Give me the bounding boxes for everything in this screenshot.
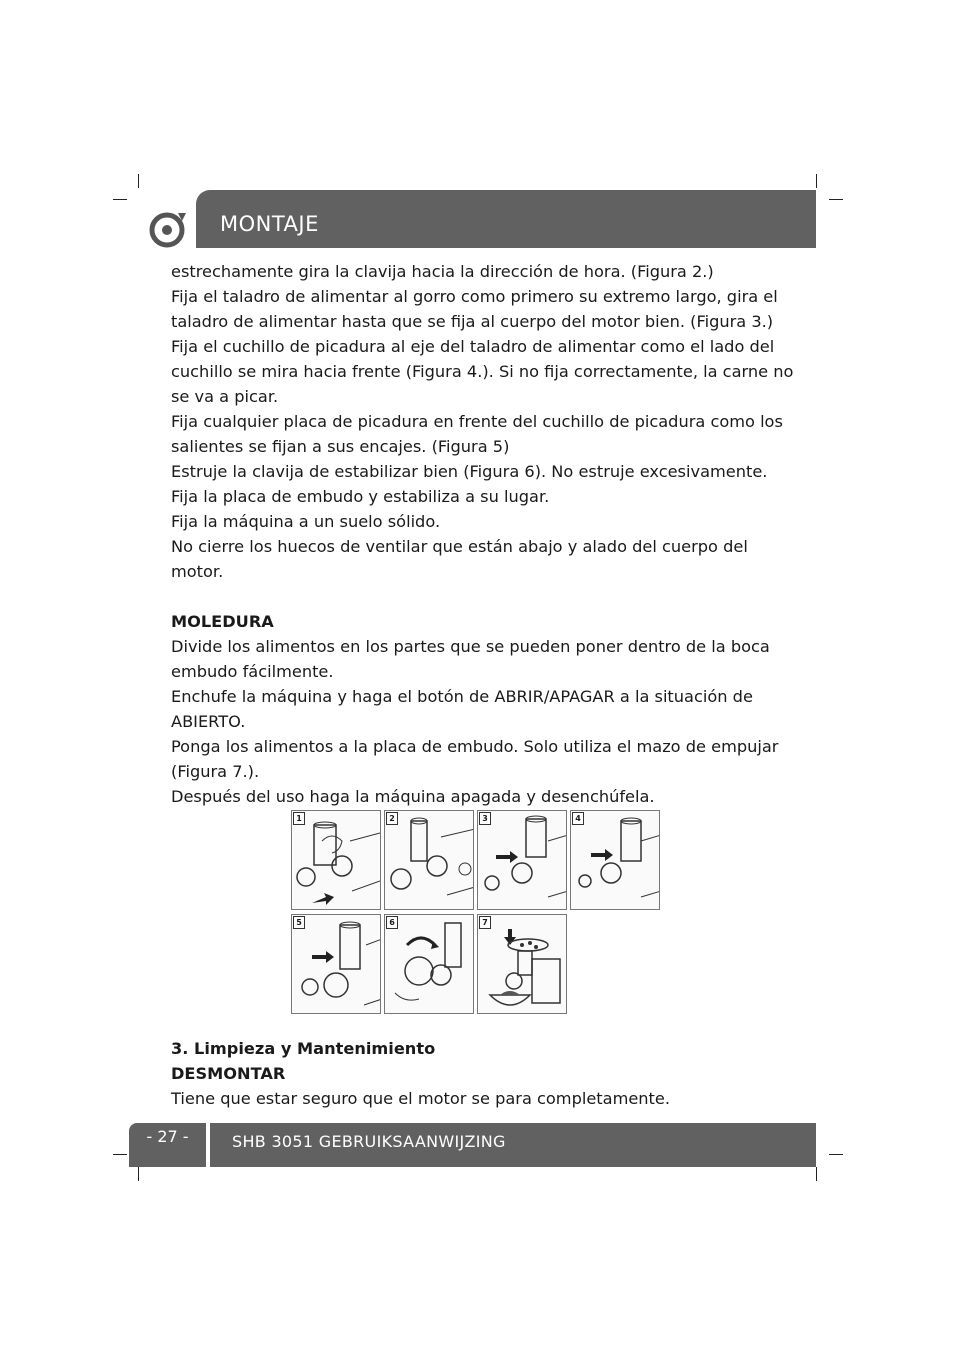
crop-mark bbox=[113, 1154, 127, 1155]
figure-number: 3 bbox=[479, 812, 491, 825]
footer-title: SHB 3051 GEBRUIKSAANWIJZING bbox=[232, 1132, 506, 1151]
grinder-illustration-icon bbox=[478, 915, 567, 1014]
figure-panel-5 bbox=[291, 914, 381, 1014]
grinder-illustration-icon bbox=[478, 811, 567, 910]
figure-panel-3 bbox=[477, 810, 567, 910]
paragraph: Después del uso haga la máquina apagada y desenchúfela. bbox=[171, 787, 655, 806]
crop-mark bbox=[138, 174, 139, 188]
paragraph: Tiene que estar seguro que el motor se para completamente. bbox=[171, 1089, 671, 1108]
figure-number: 2 bbox=[386, 812, 398, 825]
figure-panel-7 bbox=[477, 914, 567, 1014]
paragraph: estrechamente gira la clavija hacia la dirección de hora. (Figura 2.) bbox=[171, 262, 714, 281]
paragraph: Fija cualquier placa de picadura en frente del cuchillo de picadura como los salientes se fijan a sus encajes. (Figura 5) bbox=[171, 412, 783, 456]
crop-mark bbox=[829, 199, 843, 200]
paragraph: Fija el taladro de alimentar al gorro como primero su extremo largo, gira el taladro de alimentar hasta que se fija al cuerpo del motor bien. (Figura 3.) bbox=[171, 287, 778, 331]
paragraph: No cierre los huecos de ventilar que están abajo y alado del cuerpo del motor. bbox=[171, 537, 748, 581]
paragraph: Fija el cuchillo de picadura al eje del taladro de alimentar como el lado del cuchillo se mira hacia frente (Figura 4.). Si no fija correctamente, la carne no se va a picar. bbox=[171, 337, 794, 406]
crop-mark bbox=[138, 1167, 139, 1181]
crop-mark bbox=[816, 1167, 817, 1181]
grinder-illustration-icon bbox=[292, 915, 381, 1014]
brand-logo-icon bbox=[148, 209, 188, 249]
figure-panel-1 bbox=[291, 810, 381, 910]
section-heading: 3. Limpieza y Mantenimiento bbox=[171, 1039, 436, 1058]
crop-mark bbox=[816, 174, 817, 188]
body-text bbox=[171, 259, 801, 809]
figure-panel-2 bbox=[384, 810, 474, 910]
crop-mark bbox=[829, 1154, 843, 1155]
desmontar-heading: DESMONTAR bbox=[171, 1064, 286, 1083]
moledura-heading: MOLEDURA bbox=[171, 612, 274, 631]
figure-number: 1 bbox=[293, 812, 305, 825]
section-cleaning bbox=[171, 1036, 801, 1111]
figure-panel-4 bbox=[570, 810, 660, 910]
footer-bar bbox=[210, 1123, 816, 1167]
paragraph: Estruje la clavija de estabilizar bien (Figura 6). No estruje excesivamente. bbox=[171, 462, 768, 481]
grinder-illustration-icon bbox=[385, 915, 474, 1014]
figure-number: 4 bbox=[572, 812, 584, 825]
paragraph: Fija la placa de embudo y estabiliza a su lugar. bbox=[171, 487, 550, 506]
grinder-illustration-icon bbox=[385, 811, 474, 910]
grinder-illustration-icon bbox=[571, 811, 660, 910]
paragraph: Divide los alimentos en los partes que se pueden poner dentro de la boca embudo fácilmente. bbox=[171, 637, 770, 681]
paragraph: Fija la máquina a un suelo sólido. bbox=[171, 512, 441, 531]
figure-number: 7 bbox=[479, 916, 491, 929]
page-number-box bbox=[129, 1123, 206, 1167]
grinder-illustration-icon bbox=[292, 811, 381, 910]
crop-mark bbox=[113, 199, 127, 200]
assembly-figures bbox=[291, 810, 665, 1019]
figure-number: 5 bbox=[293, 916, 305, 929]
page-number: - 27 - bbox=[146, 1127, 189, 1146]
section-title: MONTAJE bbox=[220, 212, 319, 236]
figure-number: 6 bbox=[386, 916, 398, 929]
figure-panel-6 bbox=[384, 914, 474, 1014]
paragraph: Ponga los alimentos a la placa de embudo. Solo utiliza el mazo de empujar (Figura 7.). bbox=[171, 737, 779, 781]
paragraph: Enchufe la máquina y haga el botón de ABRIR/APAGAR a la situación de ABIERTO. bbox=[171, 687, 753, 731]
section-header-bar bbox=[196, 190, 816, 248]
